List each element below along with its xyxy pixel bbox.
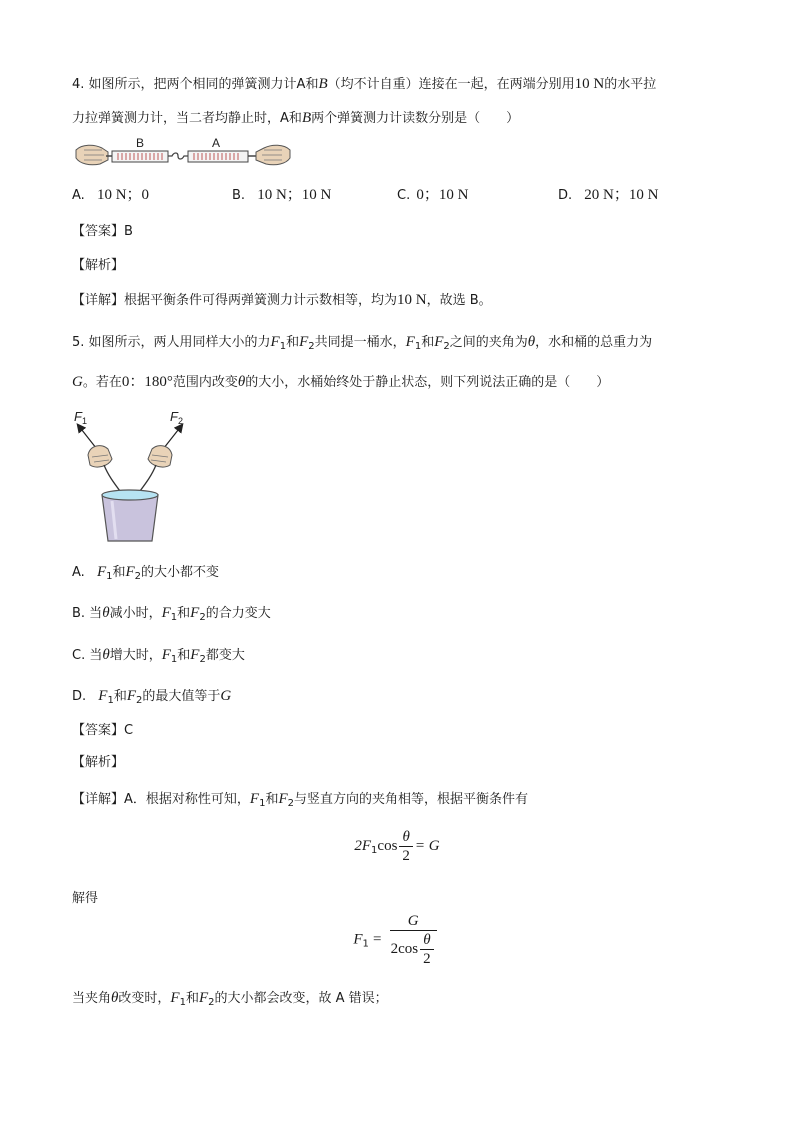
eq2-inner-denominator: 2	[423, 951, 431, 967]
q5-text: 当夹角	[72, 991, 112, 1006]
q4-text: 的水平拉	[604, 77, 657, 92]
q4-label-b: B	[318, 76, 328, 92]
eq2-inner-numerator: θ	[420, 931, 433, 950]
q4-option-c[interactable]	[397, 185, 468, 206]
sub-2: 2	[443, 341, 450, 352]
eq1-cos: cos	[377, 838, 398, 854]
spring-scale-a	[188, 151, 248, 162]
sub-1: 1	[179, 997, 186, 1008]
var-theta: θ	[237, 374, 246, 390]
q4-text: 力拉弹簧测力计，当二者均静止时，	[72, 111, 281, 126]
option-text: 和	[113, 689, 127, 704]
sub-1: 1	[170, 654, 178, 665]
var-f2: F	[125, 564, 135, 580]
right-hand-icon	[256, 145, 290, 165]
sub-1: 1	[107, 695, 114, 706]
q4-label-a: A	[296, 77, 306, 92]
var-g: G	[72, 374, 83, 390]
eq2-numerator: G	[390, 912, 437, 931]
q5-stem-line2	[72, 372, 609, 393]
q4-text: 和	[305, 77, 319, 92]
option-text: 增大时，	[109, 648, 162, 663]
eq2-inner-fraction	[420, 931, 434, 968]
equation-solution	[0, 912, 794, 968]
var-f2: F	[278, 791, 288, 807]
eq2-equals: =	[373, 931, 382, 948]
var-theta: θ	[111, 990, 119, 1006]
eq1-sub: 1	[371, 845, 378, 856]
q5-detail	[72, 789, 528, 814]
var-f1: F	[270, 334, 280, 350]
sub-2: 2	[287, 798, 295, 809]
q4-text: 两个弹簧测力计读数分别是（ ）	[311, 111, 520, 126]
q5-text: ，水和桶的总重力为	[535, 335, 653, 350]
q5-text: 与竖直方向的夹角相等，根据平衡条件有	[294, 792, 529, 807]
q5-text: 【详解】A．根据对称性可知，	[72, 792, 250, 807]
eq1-numerator: θ	[399, 828, 412, 847]
option-letter: D.	[558, 188, 573, 203]
right-hand-icon	[148, 446, 172, 467]
left-hand-icon	[76, 145, 108, 165]
q5-text: 和	[421, 335, 435, 350]
var-f1: F	[161, 647, 171, 663]
eq2-den-cos: 2cos	[390, 941, 419, 957]
var-theta: θ	[102, 647, 110, 663]
q4-label-b: B	[301, 110, 312, 126]
var-f1: F	[249, 791, 260, 807]
q4-text: 4. 如图所示，把两个相同的弹簧测力计	[72, 77, 297, 92]
q4-text: （均不计自重）连接在一起，在两端分别用	[327, 77, 575, 92]
option-letter: A.	[72, 565, 85, 580]
var-f2: F	[126, 688, 137, 704]
option-letter: C.	[397, 188, 411, 203]
option-letter: B.	[232, 188, 246, 203]
q4-force-value: 10 N	[574, 76, 605, 92]
sub-1: 1	[170, 612, 178, 623]
option-letter: D.	[72, 689, 87, 704]
q5-analysis-heading: 【解析】	[72, 755, 125, 770]
option-text: 10 N；10 N	[257, 187, 332, 203]
q5-option-a[interactable]	[72, 562, 219, 587]
eq1-left: 2F	[354, 838, 372, 854]
q5-range: 0：180°	[121, 374, 173, 390]
var-f2: F	[299, 334, 309, 350]
option-text: 10 N；0	[96, 187, 150, 203]
q5-option-d[interactable]	[72, 686, 231, 711]
q5-text: 5. 如图所示，两人用同样大小的力	[72, 335, 271, 350]
sub-2: 2	[308, 341, 315, 352]
var-f1: F	[405, 334, 415, 350]
var-g: G	[220, 688, 232, 704]
var-f1: F	[98, 688, 108, 704]
var-f2: F	[198, 990, 209, 1006]
q4-stem-line2	[72, 108, 519, 129]
sub-2: 2	[199, 612, 206, 623]
figure-label-a: A	[212, 136, 221, 150]
q4-detail	[72, 290, 492, 311]
solve-label: 解得	[72, 891, 99, 906]
q5-text: 改变时，	[118, 991, 171, 1006]
spring-scales-figure	[74, 136, 292, 172]
left-hand-icon	[88, 446, 112, 467]
hook-connector	[168, 153, 188, 159]
q5-text: 的大小，水桶始终处于静止状态，则下列说法正确的是（ ）	[245, 375, 610, 390]
option-text: 减小时，	[109, 606, 162, 621]
q5-option-b[interactable]	[72, 603, 271, 628]
option-text: 都变大	[205, 648, 245, 663]
q5-answer: 【答案】C	[72, 723, 134, 738]
q5-conclusion	[72, 988, 388, 1013]
option-letter: A.	[72, 188, 85, 203]
q5-text: 和	[286, 335, 300, 350]
var-f2: F	[434, 334, 444, 350]
q5-option-c[interactable]	[72, 645, 245, 670]
bucket-figure	[72, 405, 196, 545]
eq1-denominator: 2	[402, 848, 410, 864]
q4-detail-value: 10 N	[397, 292, 427, 308]
figure-label-b: B	[136, 136, 145, 150]
q5-text: 和	[185, 991, 199, 1006]
option-text: 0；10 N	[416, 187, 469, 203]
q4-answer: 【答案】B	[72, 224, 133, 239]
sub-1: 1	[106, 571, 113, 582]
sub-2: 2	[199, 654, 206, 665]
option-letter: C. 当	[72, 648, 103, 663]
eq1-fraction	[399, 828, 413, 865]
option-text: 的合力变大	[205, 606, 271, 621]
q4-option-b[interactable]	[232, 185, 331, 206]
spring-scale-b	[112, 151, 168, 162]
option-text: 20 N；10 N	[584, 187, 659, 203]
q5-text: 和	[265, 792, 279, 807]
sub-2: 2	[208, 997, 215, 1008]
q4-analysis-heading: 【解析】	[72, 258, 125, 273]
var-f1: F	[96, 564, 107, 580]
var-f1: F	[161, 605, 171, 621]
q4-label-a: A	[280, 111, 289, 126]
q5-text: 的大小都会改变，故 A 错误；	[214, 991, 388, 1006]
q4-text: 【详解】根据平衡条件可得两弹簧测力计示数相等，均为	[72, 293, 398, 308]
q4-text: ，故选 B。	[426, 293, 492, 308]
option-text: 的大小都不变	[141, 565, 220, 580]
q5-stem-line1	[72, 332, 652, 357]
option-text: 和	[177, 606, 191, 621]
var-f2: F	[190, 605, 200, 621]
sub-2: 2	[136, 695, 143, 706]
q5-text: 。若在	[82, 375, 122, 390]
figure-f2: $F_2$	[170, 409, 183, 426]
var-theta: θ	[102, 605, 110, 621]
q4-text: 和	[288, 111, 302, 126]
var-f2: F	[190, 647, 200, 663]
eq1-right: = G	[414, 838, 440, 854]
eq2-fraction	[388, 912, 439, 968]
option-text: 的最大值等于	[142, 689, 221, 704]
var-f1: F	[170, 990, 180, 1006]
sub-1: 1	[414, 341, 422, 352]
sub-2: 2	[134, 571, 142, 582]
eq2-left: F	[353, 931, 363, 948]
q5-text: 共同提一桶水，	[314, 335, 406, 350]
q4-stem-line1	[72, 74, 656, 95]
sub-1: 1	[279, 341, 287, 352]
q4-option-d[interactable]	[558, 185, 658, 206]
q5-text: 之间的夹角为	[449, 335, 528, 350]
bucket-icon	[102, 490, 158, 541]
q4-option-a[interactable]	[72, 185, 149, 206]
option-text: 和	[112, 565, 126, 580]
eq2-sub: 1	[362, 938, 369, 950]
q5-text: 范围内改变	[172, 375, 238, 390]
figure-f1: $F_1$	[74, 409, 87, 426]
option-letter: B. 当	[72, 606, 103, 621]
equation-balance	[0, 828, 794, 865]
sub-1: 1	[259, 798, 266, 809]
var-theta: θ	[527, 334, 536, 350]
eq2-denominator	[388, 931, 439, 968]
option-text: 和	[177, 648, 191, 663]
